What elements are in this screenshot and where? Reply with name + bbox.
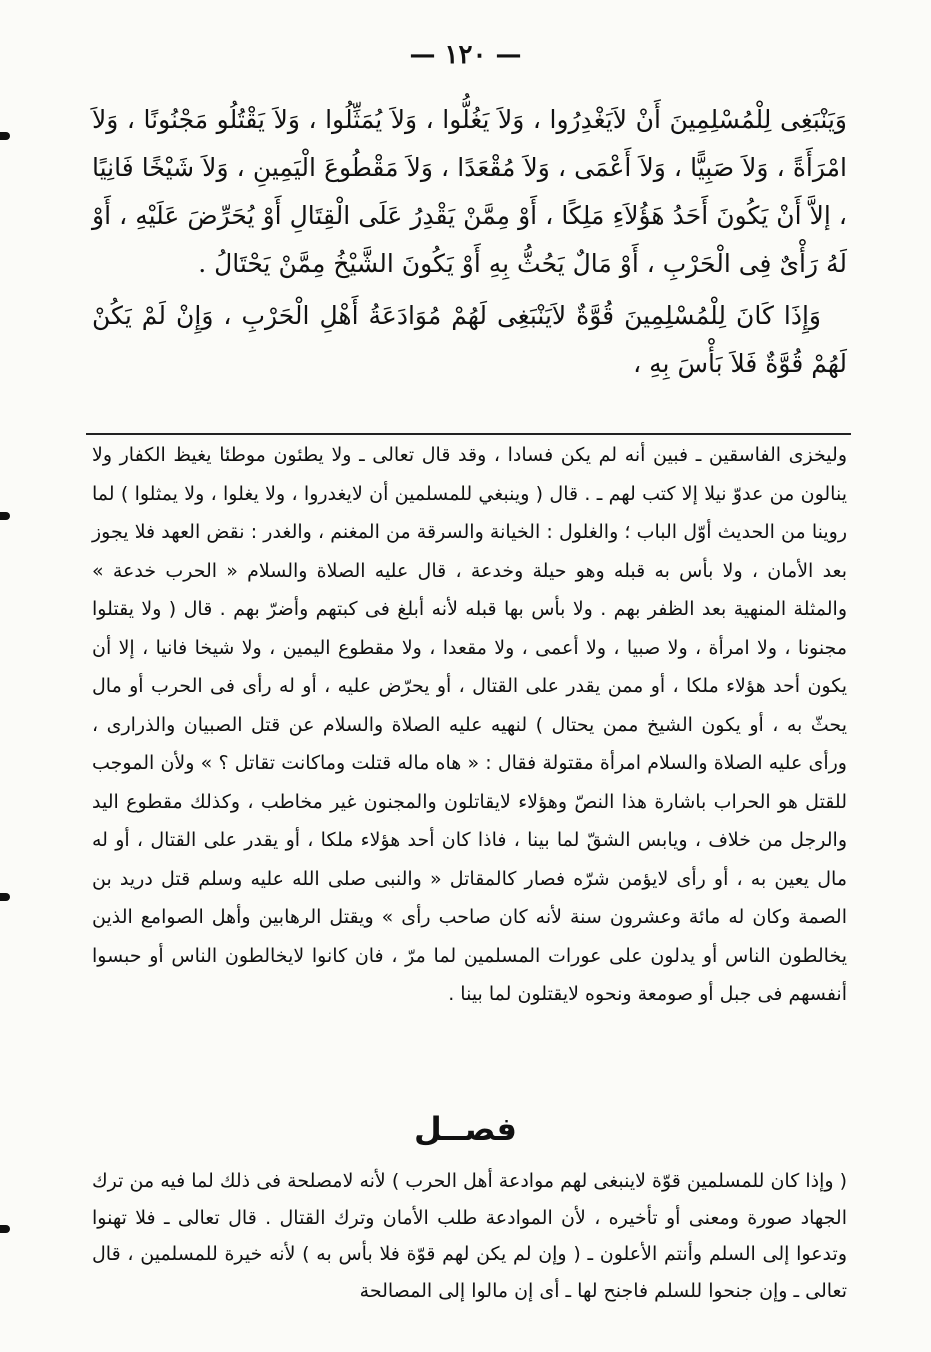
matn-paragraph: وَإِذَا كَانَ لِلْمُسْلِمِينَ قُوَّةٌ لاَيَنْبَغِى لَهُمْ مُوَادَعَةُ أَهْلِ الْحَرْبِ ، وَإِنْ لَمْ يَكُنْ لَهُمْ قُوَّةٌ فَلاَ بَأْسَ بِهِ ، bbox=[92, 301, 847, 378]
margin-mark bbox=[0, 512, 10, 520]
commentary-text bbox=[92, 436, 847, 1014]
margin-mark bbox=[0, 132, 10, 140]
fasl-heading: فصــل bbox=[414, 1110, 517, 1148]
page-number: — ١٢٠ — bbox=[409, 40, 522, 70]
commentary-paragraph: وليخزى الفاسقين ـ فبين أنه لم يكن فسادا ، وقد قال تعالى ـ ولا يطئون موطئا يغيظ الكفار ولا ينالون من عدوّ نيلا إلا كتب لهم ـ . قال ( وينبغي للمسلمين أن لايغدروا ، ولا يغلوا ، ولا يمثلوا ) لما روينا من الحديث أوّل الباب ؛ والغلول : الخيانة والسرقة من المغنم ، والغدر : نقض العهد فلا يجوز بعد الأمان ، ولا بأس به قبله وهو حيلة وخدعة ، قال عليه الصلاة والسلام « الحرب خدعة » والمثلة المنهية بعد الظفر بهم . ولا بأس بها قبله لأنه أبلغ فى كبتهم وأضرّ بهم . قال ( ولا يقتلوا مجنونا ، ولا امرأة ، ولا صبيا ، ولا أعمى ، ولا مقعدا ، ولا مقطوع اليمين ، ولا شيخا فانيا ، إلا أن يكون أحد هؤلاء ملكا ، أو ممن يقدر على القتال ، أو يحرّض عليه ، أو له رأى فى الحرب أو مال يحثّ به ، أو يكون الشيخ ممن يحتال ) لنهيه عليه الصلاة والسلام عن قتل الصبيان والذرارى ، ورأى عليه الصلاة والسلام امرأة مقتولة فقال : « هاه ماله قتلت وماكانت تقاتل ؟ » ولأن الموجب للقتل هو الحراب باشارة هذا النصّ وهؤلاء لايقاتلون والمجنون غير مخاطب ، وكذلك مقطوع اليد والرجل من خلاف ، ويابس الشقّ لما بينا ، فاذا كان أحد هؤلاء ملكا ، أو يقدر على القتال ، أو له مال يعين به ، أو رأى لايؤمن شرّه فصار كالمقاتل « والنبى صلى الله عليه وسلم قتل دريد بن الصمة وكان له مائة وعشرون سنة لأنه كان صاحب رأى » ويقتل الرهابين وأهل الصوامع الذين يخالطون الناس أو يدلون على عورات المسلمين لما مرّ ، فان كانوا لايخالطون الناس أو حبسوا أنفسهم فى جبل أو صومعة ونحوه لايقتلون لما بينا . bbox=[92, 444, 847, 1005]
matn-paragraph: وَيَنْبَغِى لِلْمُسْلِمِينَ أَنْ لاَيَغْدِرُوا ، وَلاَ يَغُلُّوا ، وَلاَ يُمَثِّلُوا ، وَلاَ يَقْتُلُو مَجْنُونًا ، وَلاَ امْرَأَةً ، وَلاَ صَبِيًّا ، وَلاَ أَعْمَى ، وَلاَ مُقْعَدًا ، وَلاَ مَقْطُوعَ الْيَمِينِ ، وَلاَ شَيْخًا فَانِيًا ، إلاَّ أَنْ يَكُونَ أَحَدُ هَؤُلاَءِ مَلِكًا ، أَوْ مِمَّنْ يَقْدِرُ عَلَى الْقِتَالِ أَوْ يُحَرِّضَ عَلَيْهِ ، أَوْ لَهُ رَأْىٌ فِى الْحَرْبِ ، أَوْ مَالٌ يَحُثُّ بِهِ أَوْ يَكُونَ الشَّيْخُ مِمَّنْ يَحْتَالُ . bbox=[92, 105, 847, 278]
margin-mark bbox=[0, 1225, 10, 1233]
fasl-text bbox=[92, 1163, 847, 1309]
matn-text bbox=[92, 96, 847, 388]
fasl-paragraph: ( وإذا كان للمسلمين قوّة لاينبغى لهم موادعة أهل الحرب ) لأنه لامصلحة فى ذلك لما فيه من ترك الجهاد صورة ومعنى أو تأخيره ، لأن الموادعة طلب الأمان وترك القتال . قال تعالى ـ فلا تهنوا وتدعوا إلى السلم وأنتم الأعلون ـ ( وإن لم يكن لهم قوّة فلا بأس به ) لأنه خيرة للمسلمين ، قال تعالى ـ وإن جنحوا للسلم فاجنح لها ـ أى إن مالوا إلى المصالحة bbox=[92, 1170, 847, 1302]
section-divider bbox=[86, 433, 851, 435]
margin-mark bbox=[0, 893, 10, 901]
